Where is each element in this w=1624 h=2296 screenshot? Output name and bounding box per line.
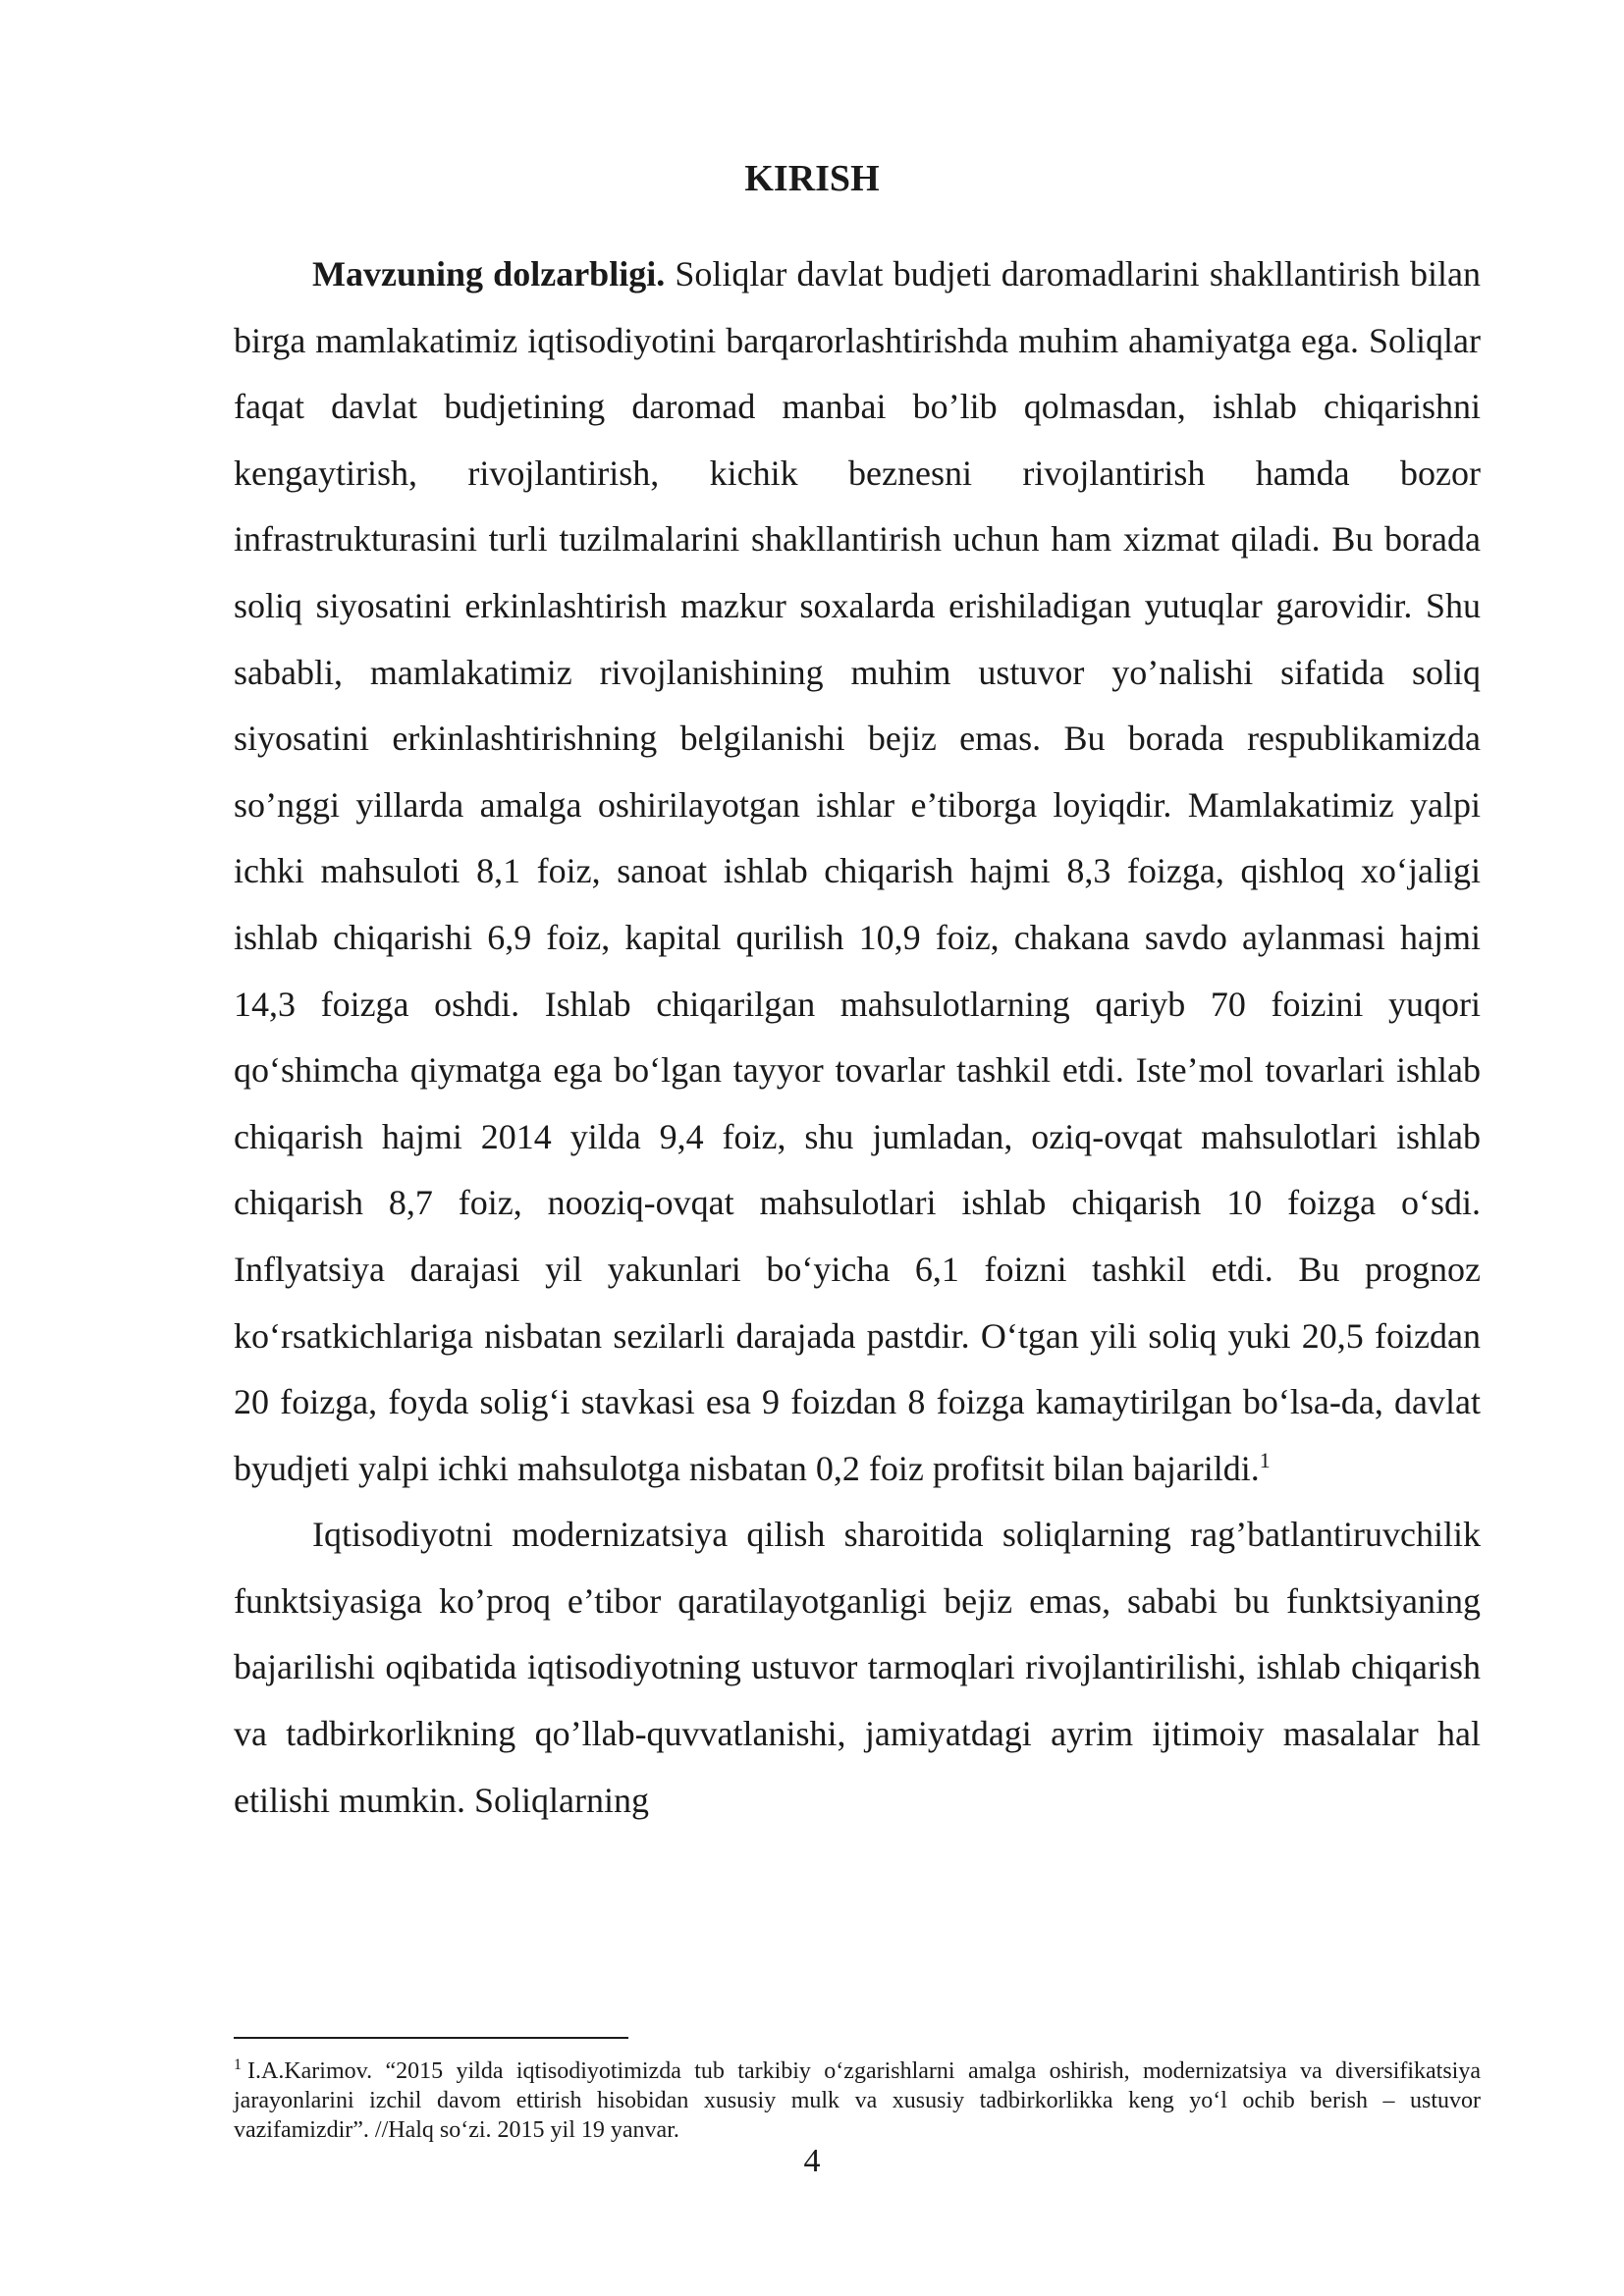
footnote-reference: 1: [1259, 1447, 1271, 1472]
paragraph-relevance: [234, 241, 1481, 1502]
paragraph-text: Soliqlar davlat budjeti daromadlarini shakllantirish bilan birga mamlakatimiz iqtisodiyotini barqarorlashtirishda muhim ahamiyatga ega. Soliqlar faqat davlat budjetining daromad manbai bo’lib qolmasdan, ishlab chiqarishni kengaytirish, rivojlantirish, kichik beznesni rivojlantirish hamda bozor infrastrukturasini turli tuzilmalarini shakllantirish uchun ham xizmat qiladi. Bu borada soliq siyosatini erkinlashtirish mazkur soxalarda erishiladigan yutuqlar garovidir. Shu sababli, mamlakatimiz rivojlanishining muhim ustuvor yo’nalishi sifatida soliq siyosatini erkinlashtirishning belgilanishi bejiz emas. Bu borada respublikamizda so’nggi yillarda amalga oshirilayotgan ishlar e’tiborga loyiqdir. Mamlakatimiz yalpi ichki mahsuloti 8,1 foiz, sanoat ishlab chiqarish hajmi 8,3 foizga, qishloq xo‘jaligi ishlab chiqarishi 6,9 foiz, kapital qurilish 10,9 foiz, chakana savdo aylanmasi hajmi 14,3 foizga oshdi. Ishlab chiqarilgan mahsulotlarning qariyb 70 foizini yuqori qo‘shimcha qiymatga ega bo‘lgan tayyor tovarlar tashkil etdi. Iste’mol tovarlari ishlab chiqarish hajmi 2014 yilda 9,4 foiz, shu jumladan, oziq-ovqat mahsulotlari ishlab chiqarish 8,7 foiz, nooziq-ovqat mahsulotlari ishlab chiqarish 10 foizga o‘sdi. Inflyatsiya darajasi yil yakunlari bo‘yicha 6,1 foizni tashkil etdi. Bu prognoz ko‘rsatkichlariga nisbatan sezilarli darajada pastdir. O‘tgan yili soliq yuki 20,5 foizdan 20 foizga, foyda solig‘i stavkasi esa 9 foizdan 8 foizga kamaytirilgan bo‘lsa-da, davlat byudjeti yalpi ichki mahsulotga nisbatan 0,2 foiz profitsit bilan bajarildi.: [234, 254, 1481, 1488]
footnote: [234, 2056, 1481, 2145]
paragraph-lead: Mavzuning dolzarbligi.: [312, 254, 666, 294]
page-number: 4: [803, 2143, 821, 2179]
paragraph-modernization: Iqtisodiyotni modernizatsiya qilish sharoitida soliqlarning rag’batlantiruvchilik funktsiyasiga ko’proq e’tibor qaratilayotganligi bejiz emas, sababi bu funktsiyaning bajarilishi oqibatida iqtisodiyotning ustuvor tarmoqlari rivojlantirilishi, ishlab chiqarish va tadbirkorlikning qo’llab-quvvatlanishi, jamiyatdagi ayrim ijtimoiy masalalar hal etilishi mumkin. Soliqlarning: [234, 1515, 1481, 1820]
footnote-marker: 1: [234, 2056, 242, 2073]
footnote-separator: [234, 2037, 628, 2039]
footnote-text: I.A.Karimov. “2015 yilda iqtisodiyotimizda tub tarkibiy o‘zgarishlarni amalga oshirish, modernizatsiya va diversifikatsiya jarayonlarini izchil davom ettirish hisobidan xususiy mulk va xususiy tadbirkorlikka keng yo‘l ochib berish – ustuvor vazifamizdir”. //Halq so‘zi. 2015 yil 19 yanvar.: [234, 2058, 1481, 2143]
page-heading: KIRISH: [744, 158, 880, 199]
body-text: [234, 241, 1481, 1834]
